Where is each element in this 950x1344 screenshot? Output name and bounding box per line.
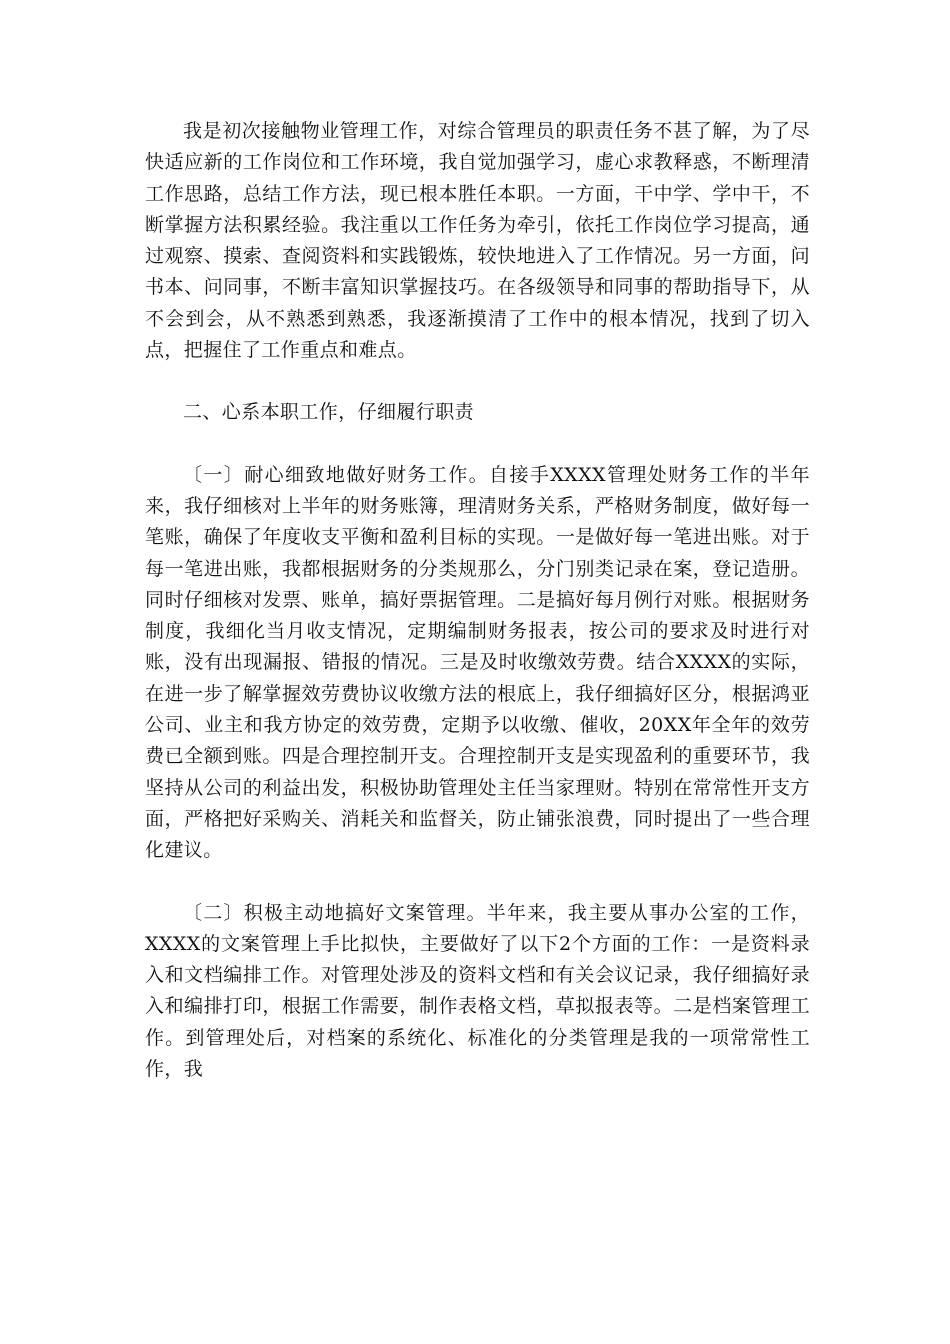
paragraph-gap	[145, 429, 810, 460]
paragraph-documents: 〔二〕积极主动地搞好文案管理。半年来，我主要从事办公室的工作，XXXX的文案管理上手比拟快，主要做好了以下2个方面的工作：一是资料录入和文档编排工作。对管理处涉及的资料文档和有关会议记录，我仔细搞好录入和编排打印，根据工作需要，制作表格文档，草拟报表等。二是档案管理工作。到管理处后，对档案的系统化、标准化的分类管理是我的一项常常性工作，我	[145, 901, 810, 1081]
paragraph-finance: 〔一〕耐心细致地做好财务工作。自接手XXXX管理处财务工作的半年来，我仔细核对上半年的财务账簿，理清财务关系，严格财务制度，做好每一笔账，确保了年度收支平衡和盈利目标的实现。一是做好每一笔进出账。对于每一笔进出账，我都根据财务的分类规那么，分门别类记录在案，登记造册。同时仔细核对发票、账单，搞好票据管理。二是搞好每月例行对账。根据财务制度，我细化当月收支情况，定期编制财务报表，按公司的要求及时进行对账，没有出现漏报、错报的情况。三是及时收缴效劳费。结合XXXX的实际，在进一步了解掌握效劳费协议收缴方法的根底上，我仔细搞好区分，根据鸿亚公司、业主和我方协定的效劳费，定期予以收缴、催收，20XX年全年的效劳费已全额到账。四是合理控制开支。合理控制开支是实现盈利的重要环节，我坚持从公司的利益出发，积极协助管理处主任当家理财。特别在常常性开支方面，严格把好采购关、消耗关和监督关，防止铺张浪费，同时提出了一些合理化建议。	[145, 463, 810, 862]
section-heading: 二、心系本职工作，仔细履行职责	[183, 401, 475, 424]
paragraph-gap	[145, 867, 810, 898]
paragraph-gap	[145, 366, 810, 397]
paragraph-learning: 我是初次接触物业管理工作，对综合管理员的职责任务不甚了解，为了尽快适应新的工作岗位和工作环境，我自觉加强学习，虚心求教释惑，不断理清工作思路，总结工作方法，现已根本胜任本职。一方面，干中学、学中干，不断掌握方法积累经验。我注重以工作任务为牵引，依托工作岗位学习提高，通过观察、摸索、查阅资料和实践锻炼，较快地进入了工作情况。另一方面，问书本、问同事，不断丰富知识掌握技巧。在各级领导和同事的帮助指导下，从不会到会，从不熟悉到熟悉，我逐渐摸清了工作中的根本情况，找到了切入点，把握住了工作重点和难点。	[145, 120, 810, 362]
document-body	[145, 116, 810, 1085]
